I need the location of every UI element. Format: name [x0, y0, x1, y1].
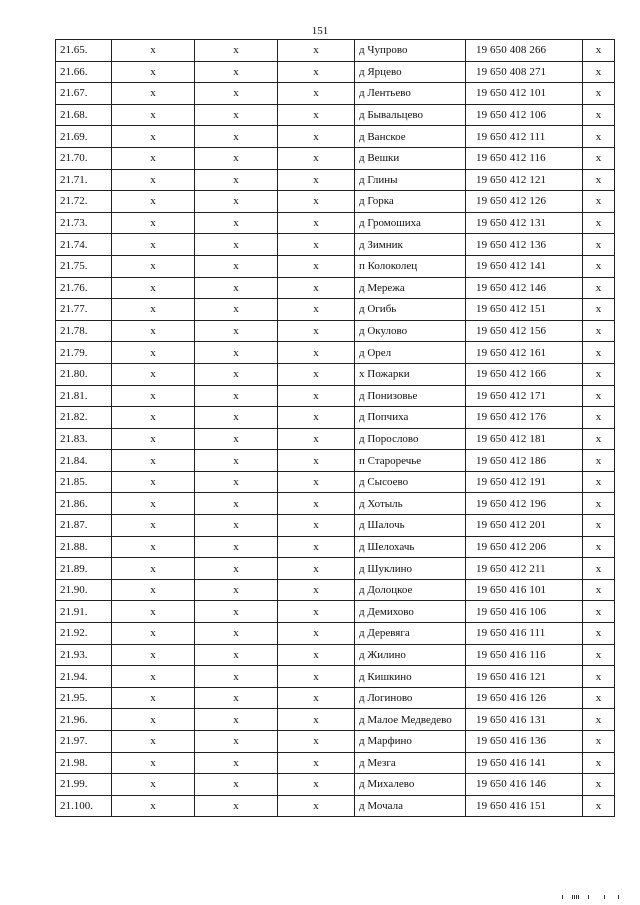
cell-mark: x	[583, 601, 615, 623]
oktmo-code: 19 650 416 111	[466, 623, 583, 645]
row-number: 21.91.	[56, 601, 112, 623]
oktmo-code: 19 650 416 136	[466, 731, 583, 753]
cell-mark: x	[583, 385, 615, 407]
table-row	[56, 255, 615, 277]
table-row	[56, 385, 615, 407]
cell-mark: x	[195, 83, 278, 105]
cell-mark: x	[195, 558, 278, 580]
settlement-name: д Ванское	[355, 126, 466, 148]
table-row	[56, 709, 615, 731]
cell-mark: x	[112, 104, 195, 126]
settlement-name: д Малое Медведево	[355, 709, 466, 731]
cell-mark: x	[278, 147, 355, 169]
oktmo-code: 19 650 412 191	[466, 471, 583, 493]
row-number: 21.85.	[56, 471, 112, 493]
cell-mark: x	[112, 515, 195, 537]
cell-mark: x	[583, 40, 615, 62]
cell-mark: x	[278, 731, 355, 753]
cell-mark: x	[112, 774, 195, 796]
cell-mark: x	[583, 752, 615, 774]
cell-mark: x	[112, 428, 195, 450]
table-row	[56, 299, 615, 321]
row-number: 21.96.	[56, 709, 112, 731]
cell-mark: x	[278, 752, 355, 774]
settlement-name: д Шуклино	[355, 558, 466, 580]
cell-mark: x	[583, 191, 615, 213]
cell-mark: x	[195, 407, 278, 429]
row-number: 21.84.	[56, 450, 112, 472]
row-number: 21.67.	[56, 83, 112, 105]
cell-mark: x	[583, 666, 615, 688]
row-number: 21.75.	[56, 255, 112, 277]
cell-mark: x	[583, 212, 615, 234]
cell-mark: x	[583, 428, 615, 450]
settlement-name: д Демихово	[355, 601, 466, 623]
settlement-name: д Огибь	[355, 299, 466, 321]
cell-mark: x	[195, 299, 278, 321]
cell-mark: x	[583, 147, 615, 169]
oktmo-code: 19 650 412 186	[466, 450, 583, 472]
cell-mark: x	[583, 687, 615, 709]
cell-mark: x	[278, 601, 355, 623]
row-number: 21.78.	[56, 320, 112, 342]
cell-mark: x	[112, 299, 195, 321]
cell-mark: x	[112, 579, 195, 601]
settlements-table	[55, 39, 615, 817]
oktmo-code: 19 650 412 126	[466, 191, 583, 213]
oktmo-code: 19 650 416 141	[466, 752, 583, 774]
cell-mark: x	[112, 558, 195, 580]
cell-mark: x	[278, 126, 355, 148]
settlement-name: д Мезга	[355, 752, 466, 774]
cell-mark: x	[278, 299, 355, 321]
cell-mark: x	[278, 83, 355, 105]
cell-mark: x	[278, 666, 355, 688]
table-row	[56, 212, 615, 234]
cell-mark: x	[278, 407, 355, 429]
cell-mark: x	[195, 385, 278, 407]
cell-mark: x	[278, 320, 355, 342]
cell-mark: x	[112, 212, 195, 234]
settlement-name: д Жилино	[355, 644, 466, 666]
cell-mark: x	[112, 255, 195, 277]
table-row	[56, 61, 615, 83]
settlement-name: х Пожарки	[355, 363, 466, 385]
table-row	[56, 342, 615, 364]
table-row	[56, 147, 615, 169]
cell-mark: x	[195, 471, 278, 493]
cell-mark: x	[112, 666, 195, 688]
settlement-name: д Михалево	[355, 774, 466, 796]
table-row	[56, 731, 615, 753]
cell-mark: x	[195, 493, 278, 515]
cell-mark: x	[278, 363, 355, 385]
settlement-name: д Вешки	[355, 147, 466, 169]
cell-mark: x	[583, 558, 615, 580]
cell-mark: x	[112, 385, 195, 407]
table-row	[56, 320, 615, 342]
row-number: 21.92.	[56, 623, 112, 645]
settlement-name: д Орел	[355, 342, 466, 364]
oktmo-code: 19 650 416 126	[466, 687, 583, 709]
cell-mark: x	[278, 515, 355, 537]
oktmo-code: 19 650 412 201	[466, 515, 583, 537]
cell-mark: x	[583, 277, 615, 299]
cell-mark: x	[112, 493, 195, 515]
table-row	[56, 234, 615, 256]
cell-mark: x	[583, 450, 615, 472]
oktmo-code: 19 650 412 171	[466, 385, 583, 407]
oktmo-code: 19 650 412 151	[466, 299, 583, 321]
cell-mark: x	[112, 191, 195, 213]
cell-mark: x	[195, 644, 278, 666]
row-number: 21.93.	[56, 644, 112, 666]
settlement-name: п Колоколец	[355, 255, 466, 277]
table-row	[56, 623, 615, 645]
table-row	[56, 752, 615, 774]
cell-mark: x	[112, 752, 195, 774]
cell-mark: x	[195, 40, 278, 62]
cell-mark: x	[195, 147, 278, 169]
cell-mark: x	[278, 644, 355, 666]
table-row	[56, 126, 615, 148]
settlement-name: д Мочала	[355, 795, 466, 817]
cell-mark: x	[278, 471, 355, 493]
table-row	[56, 407, 615, 429]
row-number: 21.82.	[56, 407, 112, 429]
oktmo-code: 19 650 408 266	[466, 40, 583, 62]
cell-mark: x	[278, 277, 355, 299]
table-row	[56, 795, 615, 817]
row-number: 21.88.	[56, 536, 112, 558]
cell-mark: x	[195, 234, 278, 256]
settlement-name: д Ярцево	[355, 61, 466, 83]
cell-mark: x	[583, 493, 615, 515]
settlement-name: д Горка	[355, 191, 466, 213]
cell-mark: x	[278, 774, 355, 796]
cell-mark: x	[583, 61, 615, 83]
cell-mark: x	[195, 363, 278, 385]
oktmo-code: 19 650 412 111	[466, 126, 583, 148]
cell-mark: x	[278, 450, 355, 472]
oktmo-code: 19 650 408 271	[466, 61, 583, 83]
table-row	[56, 191, 615, 213]
cell-mark: x	[278, 493, 355, 515]
table-row	[56, 450, 615, 472]
cell-mark: x	[112, 169, 195, 191]
settlement-name: д Марфино	[355, 731, 466, 753]
cell-mark: x	[195, 687, 278, 709]
row-number: 21.94.	[56, 666, 112, 688]
cell-mark: x	[112, 450, 195, 472]
cell-mark: x	[278, 212, 355, 234]
cell-mark: x	[112, 61, 195, 83]
cell-mark: x	[195, 428, 278, 450]
cell-mark: x	[112, 407, 195, 429]
cell-mark: x	[278, 579, 355, 601]
table-row	[56, 644, 615, 666]
oktmo-code: 19 650 412 196	[466, 493, 583, 515]
oktmo-code: 19 650 412 141	[466, 255, 583, 277]
oktmo-code: 19 650 412 166	[466, 363, 583, 385]
cell-mark: x	[583, 623, 615, 645]
settlement-name: д Чупрово	[355, 40, 466, 62]
settlement-name: д Окулово	[355, 320, 466, 342]
cell-mark: x	[278, 342, 355, 364]
cell-mark: x	[112, 709, 195, 731]
cell-mark: x	[112, 83, 195, 105]
settlement-name: д Хотыль	[355, 493, 466, 515]
cell-mark: x	[583, 83, 615, 105]
cell-mark: x	[278, 795, 355, 817]
cell-mark: x	[112, 277, 195, 299]
settlement-name: д Мережа	[355, 277, 466, 299]
table-row	[56, 363, 615, 385]
settlement-name: д Понизовье	[355, 385, 466, 407]
table-row	[56, 536, 615, 558]
oktmo-code: 19 650 412 206	[466, 536, 583, 558]
cell-mark: x	[583, 342, 615, 364]
cell-mark: x	[195, 61, 278, 83]
oktmo-code: 19 650 416 106	[466, 601, 583, 623]
row-number: 21.73.	[56, 212, 112, 234]
cell-mark: x	[278, 40, 355, 62]
cell-mark: x	[583, 363, 615, 385]
table-row	[56, 687, 615, 709]
cell-mark: x	[112, 623, 195, 645]
cell-mark: x	[112, 342, 195, 364]
oktmo-code: 19 650 412 181	[466, 428, 583, 450]
settlement-name: д Порослово	[355, 428, 466, 450]
cell-mark: x	[195, 601, 278, 623]
table-row	[56, 471, 615, 493]
oktmo-code: 19 650 412 101	[466, 83, 583, 105]
cell-mark: x	[112, 320, 195, 342]
cell-mark: x	[112, 126, 195, 148]
row-number: 21.81.	[56, 385, 112, 407]
table-row	[56, 83, 615, 105]
cell-mark: x	[195, 126, 278, 148]
cell-mark: x	[112, 731, 195, 753]
cell-mark: x	[195, 320, 278, 342]
oktmo-code: 19 650 412 116	[466, 147, 583, 169]
cell-mark: x	[583, 515, 615, 537]
cell-mark: x	[112, 687, 195, 709]
cell-mark: x	[583, 255, 615, 277]
cell-mark: x	[195, 752, 278, 774]
cell-mark: x	[112, 536, 195, 558]
cell-mark: x	[112, 234, 195, 256]
oktmo-code: 19 650 416 101	[466, 579, 583, 601]
oktmo-code: 19 650 412 156	[466, 320, 583, 342]
cell-mark: x	[583, 169, 615, 191]
settlement-name: д Попчиха	[355, 407, 466, 429]
cell-mark: x	[583, 644, 615, 666]
cell-mark: x	[583, 299, 615, 321]
row-number: 21.79.	[56, 342, 112, 364]
cell-mark: x	[112, 644, 195, 666]
cell-mark: x	[195, 774, 278, 796]
oktmo-code: 19 650 412 176	[466, 407, 583, 429]
cell-mark: x	[278, 687, 355, 709]
cell-mark: x	[278, 61, 355, 83]
cell-mark: x	[278, 255, 355, 277]
row-number: 21.87.	[56, 515, 112, 537]
settlement-name: д Лентьево	[355, 83, 466, 105]
cell-mark: x	[583, 709, 615, 731]
row-number: 21.95.	[56, 687, 112, 709]
cell-mark: x	[583, 104, 615, 126]
table-body	[56, 40, 615, 817]
cell-mark: x	[195, 212, 278, 234]
cell-mark: x	[195, 191, 278, 213]
cell-mark: x	[112, 363, 195, 385]
row-number: 21.77.	[56, 299, 112, 321]
oktmo-code: 19 650 416 146	[466, 774, 583, 796]
row-number: 21.89.	[56, 558, 112, 580]
cell-mark: x	[195, 795, 278, 817]
oktmo-code: 19 650 416 131	[466, 709, 583, 731]
oktmo-code: 19 650 412 106	[466, 104, 583, 126]
row-number: 21.74.	[56, 234, 112, 256]
table-row	[56, 169, 615, 191]
oktmo-code: 19 650 416 116	[466, 644, 583, 666]
row-number: 21.83.	[56, 428, 112, 450]
oktmo-code: 19 650 412 146	[466, 277, 583, 299]
cell-mark: x	[195, 623, 278, 645]
cell-mark: x	[583, 774, 615, 796]
settlement-name: д Зимник	[355, 234, 466, 256]
cell-mark: x	[278, 623, 355, 645]
cell-mark: x	[195, 536, 278, 558]
cell-mark: x	[195, 579, 278, 601]
cell-mark: x	[583, 126, 615, 148]
settlement-name: д Шелохачь	[355, 536, 466, 558]
table-row	[56, 666, 615, 688]
oktmo-code: 19 650 412 121	[466, 169, 583, 191]
cell-mark: x	[195, 731, 278, 753]
row-number: 21.90.	[56, 579, 112, 601]
row-number: 21.72.	[56, 191, 112, 213]
table-row	[56, 40, 615, 62]
settlement-name: д Логиново	[355, 687, 466, 709]
row-number: 21.86.	[56, 493, 112, 515]
cell-mark: x	[195, 450, 278, 472]
cell-mark: x	[112, 40, 195, 62]
row-number: 21.100.	[56, 795, 112, 817]
row-number: 21.68.	[56, 104, 112, 126]
cell-mark: x	[112, 601, 195, 623]
table-row	[56, 428, 615, 450]
table-row	[56, 774, 615, 796]
settlement-name: д Кишкино	[355, 666, 466, 688]
scan-marks	[558, 893, 628, 899]
settlement-name: д Долоцкое	[355, 579, 466, 601]
oktmo-code: 19 650 412 211	[466, 558, 583, 580]
cell-mark: x	[583, 579, 615, 601]
table-row	[56, 579, 615, 601]
cell-mark: x	[195, 666, 278, 688]
row-number: 21.98.	[56, 752, 112, 774]
cell-mark: x	[583, 471, 615, 493]
cell-mark: x	[278, 234, 355, 256]
oktmo-code: 19 650 412 131	[466, 212, 583, 234]
cell-mark: x	[195, 104, 278, 126]
settlement-name: п Староречье	[355, 450, 466, 472]
row-number: 21.65.	[56, 40, 112, 62]
cell-mark: x	[583, 234, 615, 256]
oktmo-code: 19 650 412 136	[466, 234, 583, 256]
cell-mark: x	[278, 536, 355, 558]
row-number: 21.70.	[56, 147, 112, 169]
cell-mark: x	[278, 104, 355, 126]
settlement-name: д Шалочь	[355, 515, 466, 537]
table-row	[56, 601, 615, 623]
table-row	[56, 558, 615, 580]
cell-mark: x	[278, 709, 355, 731]
cell-mark: x	[278, 428, 355, 450]
cell-mark: x	[278, 558, 355, 580]
table-row	[56, 515, 615, 537]
row-number: 21.71.	[56, 169, 112, 191]
row-number: 21.97.	[56, 731, 112, 753]
cell-mark: x	[583, 536, 615, 558]
cell-mark: x	[195, 342, 278, 364]
cell-mark: x	[195, 169, 278, 191]
row-number: 21.99.	[56, 774, 112, 796]
cell-mark: x	[195, 515, 278, 537]
row-number: 21.80.	[56, 363, 112, 385]
oktmo-code: 19 650 412 161	[466, 342, 583, 364]
cell-mark: x	[583, 407, 615, 429]
settlement-name: д Бывальцево	[355, 104, 466, 126]
cell-mark: x	[278, 169, 355, 191]
cell-mark: x	[112, 795, 195, 817]
row-number: 21.66.	[56, 61, 112, 83]
oktmo-code: 19 650 416 151	[466, 795, 583, 817]
table-row	[56, 104, 615, 126]
cell-mark: x	[112, 147, 195, 169]
cell-mark: x	[278, 191, 355, 213]
row-number: 21.76.	[56, 277, 112, 299]
cell-mark: x	[112, 471, 195, 493]
cell-mark: x	[195, 277, 278, 299]
cell-mark: x	[583, 795, 615, 817]
row-number: 21.69.	[56, 126, 112, 148]
cell-mark: x	[195, 255, 278, 277]
cell-mark: x	[278, 385, 355, 407]
table-row	[56, 277, 615, 299]
settlement-name: д Сысоево	[355, 471, 466, 493]
settlement-name: д Глины	[355, 169, 466, 191]
cell-mark: x	[195, 709, 278, 731]
cell-mark: x	[583, 731, 615, 753]
table-row	[56, 493, 615, 515]
settlement-name: д Громошиха	[355, 212, 466, 234]
cell-mark: x	[583, 320, 615, 342]
settlement-name: д Деревяга	[355, 623, 466, 645]
oktmo-code: 19 650 416 121	[466, 666, 583, 688]
page-number: 151	[311, 25, 329, 37]
